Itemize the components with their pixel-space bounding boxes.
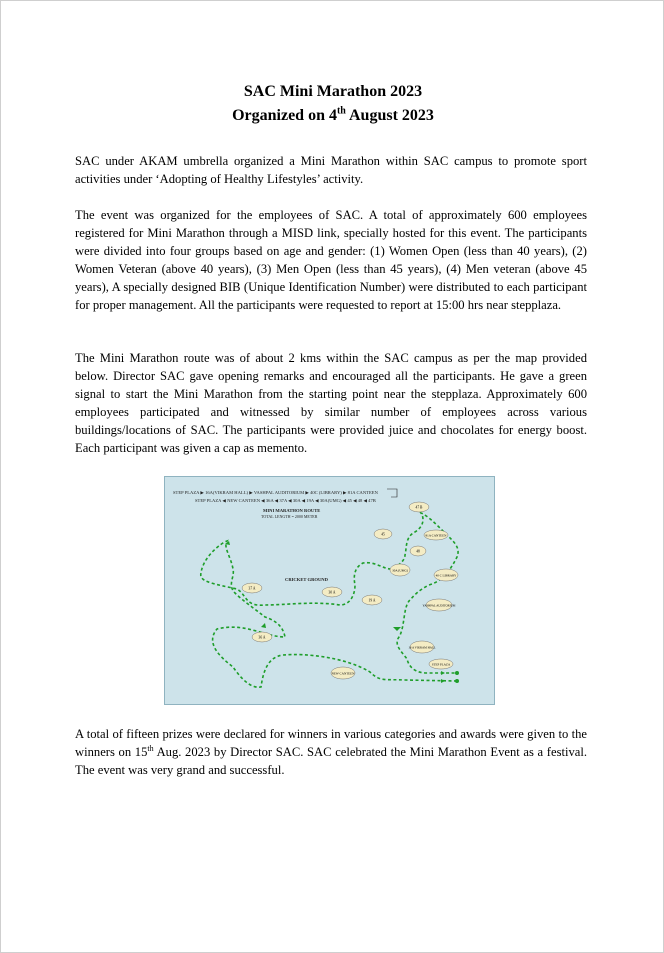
- svg-text:19 A: 19 A: [368, 598, 376, 603]
- building-36a: [252, 632, 272, 642]
- prizes-text-prefix: A total of fifteen prizes were declared for winners in various categories and awards were given to the winners on 15: [75, 727, 587, 759]
- svg-text:16 A VIKRAM HALL: 16 A VIKRAM HALL: [408, 645, 436, 650]
- building-81a-canteen: [424, 530, 448, 540]
- svg-text:YASHPAL AUDITORIUM: YASHPAL AUDITORIUM: [422, 603, 456, 608]
- document-subtitle: [1, 105, 664, 127]
- svg-text:STEP PLAZA: STEP PLAZA: [431, 662, 451, 667]
- building-19a: [362, 595, 382, 605]
- building-37a: [242, 583, 262, 593]
- route-map-svg: [165, 477, 496, 706]
- subtitle-suffix: August 2023: [345, 107, 434, 124]
- cricket-ground-label: CRICKET GROUND: [285, 577, 328, 582]
- route-legend-line1: STEP PLAZA ▶ 16A(VIKRAM HALL) ▶ VASHPAL AUDITORIUM ▶ 40C (LIBRARY) ▶ 81A CANTEEN: [173, 490, 378, 495]
- building-yashpal-auditorium: [423, 599, 456, 611]
- building-step-plaza: [429, 659, 453, 669]
- paragraph-intro: SAC under AKAM umbrella organized a Mini Marathon within SAC campus to promote sport activities under ‘Adopting of Healthy Lifestyles’ activity.: [75, 154, 587, 186]
- prizes-superscript: th: [147, 743, 154, 753]
- svg-text:30A (UMG): 30A (UMG): [392, 568, 408, 573]
- svg-text:48: 48: [416, 549, 420, 554]
- svg-text:45: 45: [381, 532, 385, 537]
- svg-text:36 A: 36 A: [258, 635, 266, 640]
- building-47b: [409, 502, 429, 512]
- svg-text:37 A: 37 A: [248, 586, 256, 591]
- building-40c-library: [434, 569, 458, 581]
- paragraph-registration: The event was organized for the employees of SAC. A total of approximately 600 employees registered for Mini Marathon through a MISD link, specially hosted for this event. The participants were divided into four groups based on age and gender: (1) Women Open (less than 40 years), (2) Women Veteran (above 40 years), (3) Men Open (less than 45 years), (4) Men veteran (above 45 years), A specially designed BIB (Unique Identification Number) were distributed to each participant for proper management. All the participants were requested to report at 15:00 hrs near stepplaza.: [75, 208, 587, 312]
- svg-text:30 A: 30 A: [328, 590, 336, 595]
- svg-text:40 C LIBRARY: 40 C LIBRARY: [435, 573, 457, 578]
- paragraph-prizes: [75, 725, 587, 779]
- building-16a-vikram-hall: [408, 641, 435, 653]
- map-title: MINI MARATHON ROUTE: [263, 508, 321, 513]
- subtitle-prefix: Organized on 4: [232, 107, 337, 124]
- map-subtitle: TOTAL LENGTH = 2000 METER: [261, 514, 318, 519]
- route-map-figure: [164, 476, 495, 705]
- paragraph-route: The Mini Marathon route was of about 2 kms within the SAC campus as per the map provided below. Director SAC gave opening remarks and encouraged all the participants. He gave a green signal to start the Mini Marathon from the starting point near the stepplaza. Approximately 600 employees participated and witnessed by similar number of employees across various buildings/locations of SAC. The participants were provided juice and chocolates for energy boost. Each participant was given a cap as memento.: [75, 351, 587, 455]
- route-legend-line2: STEP PLAZA ◀ NEW CANTEEN ◀ 36A ◀ 37A ◀ 30A ◀ 19A ◀ 30A(UMG) ◀ 45 ◀ 48 ◀ 47B: [195, 498, 376, 503]
- document-title: SAC Mini Marathon 2023: [243, 83, 423, 100]
- building-45: [374, 529, 392, 539]
- marathon-route-path: [201, 513, 458, 687]
- building-30a-umg: [390, 564, 410, 576]
- svg-text:NEW CANTEEN: NEW CANTEEN: [331, 671, 355, 676]
- svg-text:47 B: 47 B: [415, 505, 423, 510]
- prizes-text-suffix: Aug. 2023 by Director SAC. SAC celebrated the Mini Marathon Event as a festival. The event was very grand and successful.: [75, 745, 587, 777]
- building-30a: [322, 587, 342, 597]
- building-48: [410, 546, 426, 556]
- svg-text:81A CANTEEN: 81A CANTEEN: [425, 533, 447, 538]
- subtitle-superscript: th: [336, 105, 346, 117]
- building-new-canteen: [331, 667, 355, 679]
